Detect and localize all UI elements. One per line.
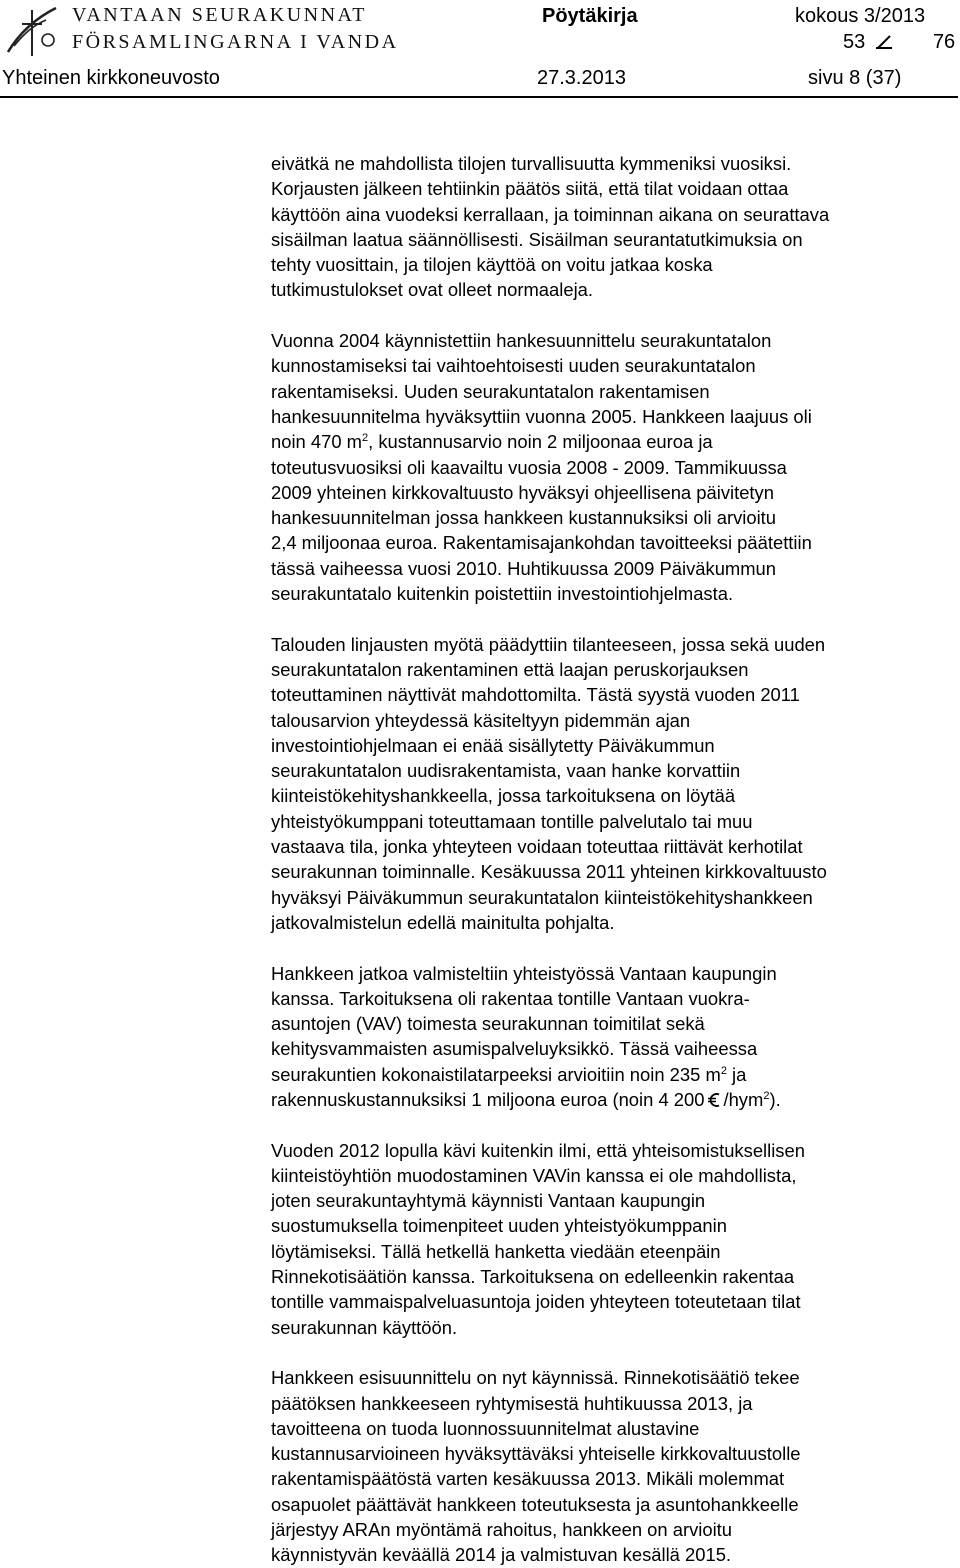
text-line: Korjausten jälkeen tehtiinkin päätös siitä, että tilat voidaan ottaa (271, 178, 789, 200)
text-line: tässä vaiheessa vuosi 2010. Huhtikuussa 2009 Päiväkummun (271, 557, 777, 579)
text-line (271, 1087, 959, 1112)
parish-logo-icon (2, 2, 62, 60)
text-line: seurakuntatalon rakentaminen että laajan peruskorjauksen (271, 658, 749, 680)
meeting-date: 27.3.2013 (537, 67, 626, 89)
text-fragment: ). (769, 1088, 781, 1110)
text-line: seurakuntatalo kuitenkin poistettiin investointiohjelmasta. (271, 583, 734, 605)
governing-body: Yhteinen kirkkoneuvosto (2, 67, 220, 89)
text-line: tehty vuosittain, ja tilojen käyttöä on voitu jatkaa koska (271, 254, 713, 276)
text-line: käyttöön aina vuodeksi kerrallaan, ja toiminnan aikana on seurattava (271, 203, 830, 225)
text-line: toteutusvuosiksi oli kaavailtu vuosia 2008 - 2009. Tammikuussa (271, 456, 787, 478)
text-line: osapuolet päättävät hankkeen toteutuksesta ja asuntohankkeelle (271, 1493, 799, 1515)
text-line: Rinnekotisäätiön kanssa. Tarkoituksena on edelleenkin rakentaa (271, 1266, 795, 1288)
text-line: vastaava tila, jonka yhteyteen voidaan toteuttaa riittävät kerhotilat (271, 836, 803, 858)
paragraph (271, 1138, 959, 1340)
text-line: joten seurakuntayhtymä käynnisti Vantaan kaupungin (271, 1190, 706, 1212)
paragraph (271, 961, 959, 1113)
text-line: 2,4 miljoonaa euroa. Rakentamisajankohdan tavoitteeksi päätettiin (271, 532, 812, 554)
text-line: rakentamiseksi. Uuden seurakuntatalon rakentamisen (271, 380, 710, 402)
text-line: Hankkeen esisuunnittelu on nyt käynnissä. Rinnekotisäätiö tekee (271, 1367, 800, 1389)
text-line: käynnistyvän keväällä 2014 ja valmistuvan kesällä 2015. (271, 1544, 732, 1566)
text-fragment: noin 470 m (271, 431, 362, 453)
text-line: investointiohjelmaan ei enää sisällytetty Päiväkummun (271, 734, 715, 756)
text-line: eivätkä ne mahdollista tilojen turvallisuutta kymmeniksi vuosiksi. (271, 153, 792, 174)
euro-sign-icon (707, 1092, 721, 1108)
text-line: talousarvion yhteydessä käsiteltyyn pidemmän ajan (271, 709, 691, 731)
text-line: Vuoden 2012 lopulla kävi kuitenkin ilmi, että yhteisomistuksellisen (271, 1139, 805, 1161)
page-number: sivu 8 (37) (808, 67, 902, 89)
text-line: seurakunnan käyttöön. (271, 1316, 458, 1338)
text-line: Talouden linjausten myötä päädyttiin tilanteeseen, jossa sekä uuden (271, 633, 826, 655)
superscript: 2 (763, 1089, 770, 1102)
document-body (271, 151, 959, 1568)
text-line: Hankkeen jatkoa valmisteltiin yhteistyössä Vantaan kaupungin (271, 962, 777, 984)
text-line: hankesuunnitelman jossa hankkeen kustannuksiksi oli arvioitu (271, 507, 777, 529)
text-line: yhteistyökumppani toteuttamaan tontille palvelutalo tai muu (271, 810, 753, 832)
meeting-number: kokous 3/2013 (795, 5, 926, 27)
text-line: seurakuntatalon uudisrakentamista, vaan hanke korvattiin (271, 760, 741, 782)
text-line: toteuttaminen näyttivät mahdottomilta. Tästä syystä vuoden 2011 (271, 684, 800, 706)
section-mark-icon (874, 34, 896, 52)
text-line: kustannusarvioineen hyväksyttäväksi yhteiselle kirkkovaltuustolle (271, 1443, 801, 1465)
text-line: tavoitteena on tuoda luonnossuunnitelmat alustavine (271, 1417, 700, 1439)
paragraph (271, 328, 959, 606)
text-line: kanssa. Tarkoituksena oli rakentaa tontille Vantaan vuokra- (271, 987, 750, 1009)
text-line: asuntojen (VAV) toimesta seurakunnan toimitilat sekä (271, 1013, 705, 1035)
text-fragment: /hym (723, 1088, 764, 1110)
text-line: kunnostamiseksi tai vaihtoehtoisesti uuden seurakuntatalon (271, 355, 756, 377)
header-divider (0, 96, 958, 98)
superscript: 2 (720, 1064, 727, 1077)
text-line: sisäilman laatua säännöllisesti. Sisäilman seurantatutkimuksia on (271, 228, 803, 250)
org-name-finnish: VANTAAN SEURAKUNNAT (72, 4, 367, 26)
section-range (843, 31, 960, 54)
section-from: 53 (843, 31, 866, 53)
text-fragment: seurakuntien kokonaistilatarpeeksi arvioitiin noin 235 m (271, 1063, 721, 1085)
text-line: hankesuunnitelma hyväksyttiin vuonna 2005. Hankkeen laajuus oli (271, 405, 812, 427)
text-line: kiinteistökehityshankkeella, jossa tarkoituksena on löytää (271, 785, 736, 807)
org-name-swedish: FÖRSAMLINGARNA I VANDA (72, 31, 399, 53)
section-to: 76 (932, 31, 956, 53)
document-type: Pöytäkirja (542, 5, 638, 27)
text-line: tutkimustulokset ovat olleet normaaleja. (271, 279, 593, 301)
text-line: kehitysvammaisten asumispalveluyksikkö. Tässä vaiheessa (271, 1038, 758, 1060)
text-line: Vuonna 2004 käynnistettiin hankesuunnittelu seurakuntatalon (271, 330, 772, 352)
text-line (271, 1062, 959, 1087)
text-fragment: rakennuskustannuksiksi 1 miljoona euroa (noin 4 200 (271, 1088, 705, 1110)
text-line: jatkovalmistelun edellä mainitulta pohjalta. (271, 911, 615, 933)
text-line: 2009 yhteinen kirkkovaltuusto hyväksyi ohjeellisena päivitetyn (271, 481, 774, 503)
text-line: kiinteistöyhtiön muodostaminen VAVin kanssa ei ole mahdollista, (271, 1164, 797, 1186)
text-fragment: , kustannusarvio noin 2 miljoonaa euroa ja (368, 431, 713, 453)
text-line: löytämiseksi. Tällä hetkellä hanketta viedään eteenpäin (271, 1240, 721, 1262)
text-line: päätöksen hankkeeseen ryhtymisestä huhtikuussa 2013, ja (271, 1392, 753, 1414)
paragraph (271, 151, 959, 303)
text-line: järjestyy ARAn myöntämä rahoitus, hankkeen on arvioitu (271, 1519, 733, 1541)
superscript: 2 (362, 432, 369, 445)
text-line: seurakunnan toiminnalle. Kesäkuussa 2011 yhteinen kirkkovaltuusto (271, 861, 827, 883)
text-line: suostumuksella toimenpiteet uuden yhteistyökumppanin (271, 1215, 727, 1237)
paragraph (271, 1365, 959, 1567)
text-fragment: ja (726, 1063, 747, 1085)
paragraph (271, 632, 959, 936)
text-line (271, 429, 959, 454)
text-line: rakentamispäätöstä varten kesäkuussa 2013. Mikäli molemmat (271, 1468, 785, 1490)
text-line: tontille vammaispalveluasuntoja joiden yhteyteen toteutetaan tilat (271, 1291, 801, 1313)
text-line: hyväksyi Päiväkummun seurakuntatalon kiinteistökehityshankkeen (271, 886, 813, 908)
